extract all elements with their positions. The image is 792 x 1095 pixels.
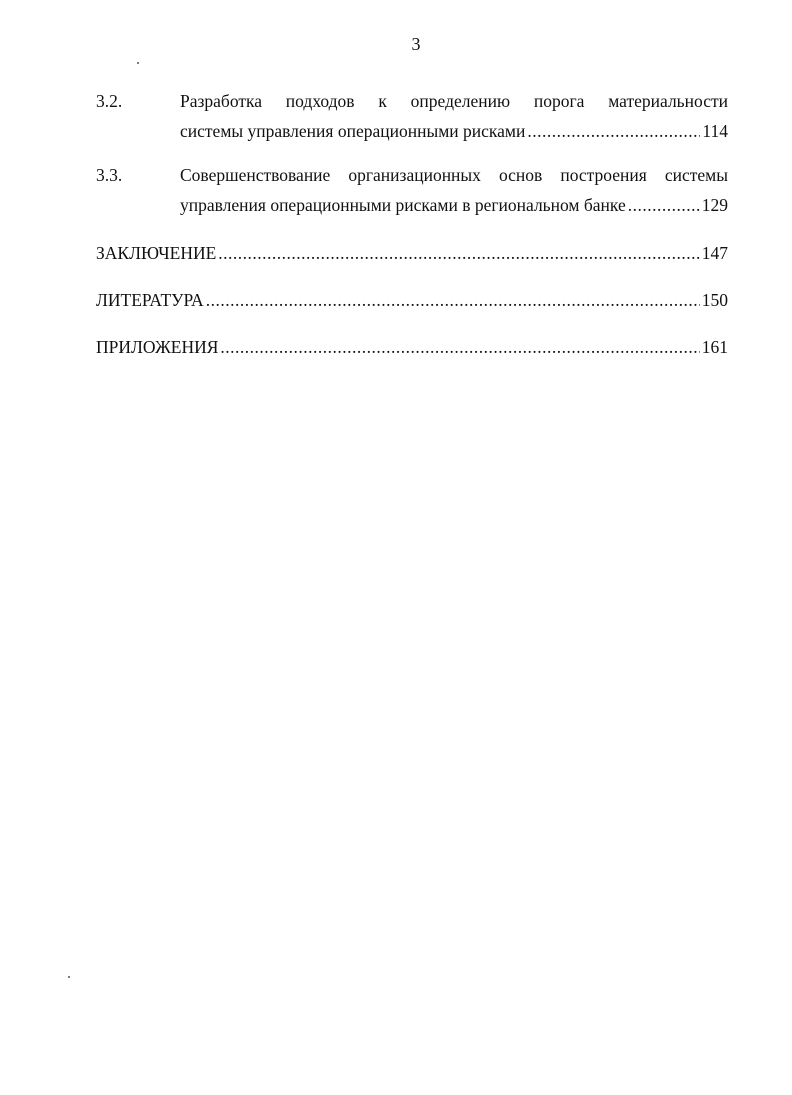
table-of-contents	[96, 88, 728, 360]
page-reference: 161	[701, 337, 728, 357]
page-reference: 150	[701, 290, 728, 310]
section-title-continuation: управления операционными рисками в региональном банке	[180, 195, 626, 215]
page-number: 3	[411, 34, 421, 54]
toc-entry-conclusion	[96, 240, 728, 266]
dot-leader	[218, 240, 699, 266]
page-reference: 114	[702, 121, 728, 141]
dot-leader	[206, 287, 700, 313]
dot-leader	[628, 192, 700, 218]
dot-leader	[220, 334, 699, 360]
section-title-leader-line	[180, 118, 728, 144]
scan-speck	[137, 62, 139, 64]
toc-entry-literature	[96, 287, 728, 313]
chapter-title: ЗАКЛЮЧЕНИЕ	[96, 243, 217, 263]
section-title-continuation: системы управления операционными рисками	[180, 121, 526, 141]
chapter-title: ПРИЛОЖЕНИЯ	[96, 337, 219, 357]
dot-leader	[527, 118, 700, 144]
section-number: 3.2.	[96, 91, 123, 111]
toc-entry-appendices	[96, 334, 728, 360]
section-number: 3.3.	[96, 165, 123, 185]
section-title-line: Совершенствование организационных основ построения системы	[180, 165, 728, 185]
page-reference: 147	[701, 243, 728, 263]
toc-entry-section	[96, 162, 728, 218]
section-title-leader-line	[180, 192, 728, 218]
page-reference: 129	[701, 195, 728, 215]
section-title-line: Разработка подходов к определению порога материальности	[180, 91, 728, 111]
toc-entry-section	[96, 88, 728, 144]
chapter-title: ЛИТЕРАТУРА	[96, 290, 204, 310]
scan-speck	[68, 976, 70, 978]
